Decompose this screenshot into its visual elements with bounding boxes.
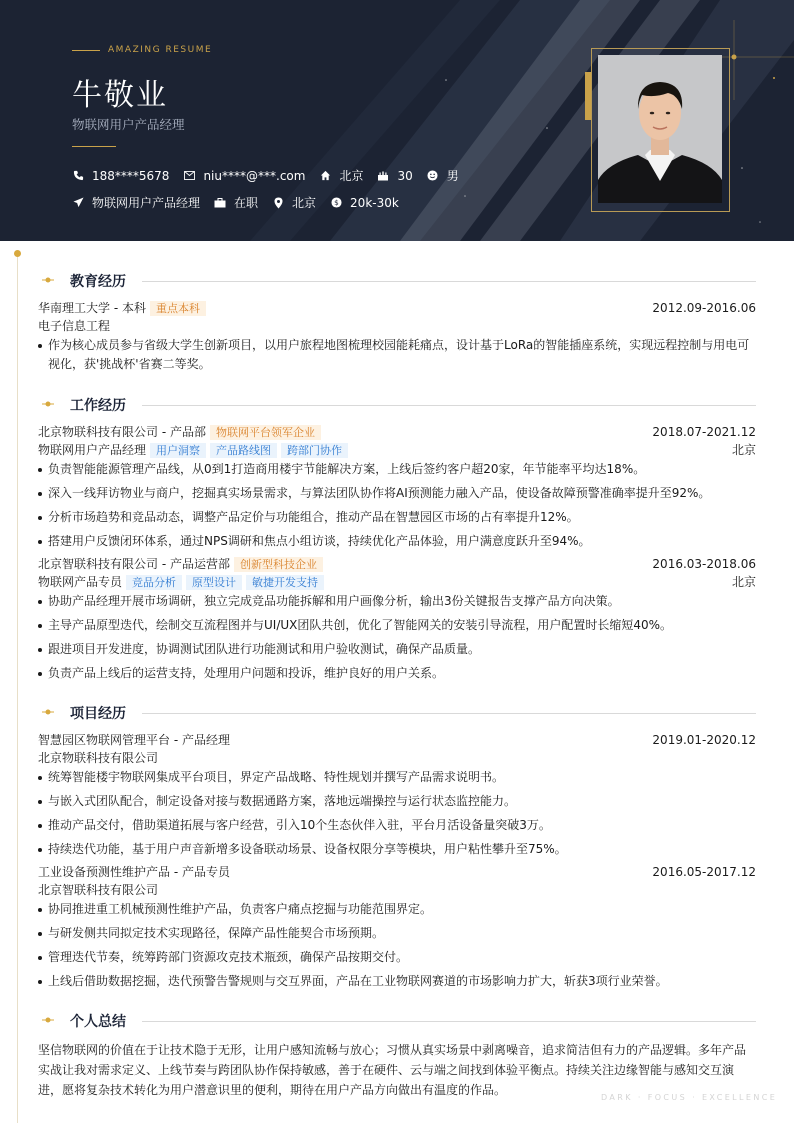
profile-photo bbox=[598, 55, 722, 203]
education-major: 电子信息工程 bbox=[38, 319, 111, 333]
work-company-tag: 创新型科技企业 bbox=[234, 557, 323, 572]
brand-line bbox=[72, 50, 100, 51]
work-location: 北京 bbox=[731, 443, 756, 457]
work-bullet: 负责产品上线后的运营支持，处理用户问题和投诉，维护良好的用户关系。 bbox=[38, 664, 760, 683]
city-text: 北京 bbox=[339, 169, 364, 183]
section-title: 工作经历 bbox=[70, 398, 126, 414]
section-marker-icon bbox=[42, 708, 54, 716]
location-pin-icon bbox=[272, 197, 284, 209]
send-icon bbox=[72, 197, 84, 209]
age-text: 30 bbox=[397, 168, 413, 183]
divider-line bbox=[72, 146, 116, 147]
section-rule bbox=[142, 405, 756, 406]
svg-text:$: $ bbox=[333, 198, 339, 208]
city-item bbox=[319, 167, 363, 184]
work-location: 北京 bbox=[731, 575, 756, 589]
school-name: 华南理工大学 - 本科 bbox=[38, 301, 146, 315]
education-date: 2012.09-2016.06 bbox=[652, 301, 756, 315]
work-2-title-row bbox=[38, 574, 756, 590]
section-marker-icon bbox=[42, 276, 54, 284]
candidate-name: 牛敬业 bbox=[72, 78, 168, 113]
project-company: 北京智联科技有限公司 bbox=[38, 883, 159, 897]
work-2-header bbox=[38, 556, 756, 572]
candidate-role: 物联网用户产品经理 bbox=[72, 117, 185, 132]
work-date: 2018.07-2021.12 bbox=[652, 425, 756, 439]
resume-header bbox=[0, 0, 794, 241]
section-title: 项目经历 bbox=[70, 706, 126, 722]
timeline-line bbox=[17, 257, 18, 1123]
project-bullet: 管理迭代节奏，统筹跨部门资源攻克技术瓶颈，确保产品按期交付。 bbox=[38, 948, 760, 967]
contact-row-2 bbox=[72, 194, 413, 211]
work-company: 北京物联科技有限公司 - 产品部 bbox=[38, 425, 206, 439]
skill-tag: 产品路线图 bbox=[210, 443, 277, 458]
project-date: 2016.05-2017.12 bbox=[652, 865, 756, 879]
brand-label: AMAZING RESUME bbox=[108, 45, 213, 55]
work-1-header bbox=[38, 424, 756, 440]
intent-text: 物联网用户产品经理 bbox=[92, 196, 201, 210]
section-summary bbox=[38, 1011, 756, 1031]
skill-tag: 敏捷开发支持 bbox=[246, 575, 324, 590]
project-date: 2019.01-2020.12 bbox=[652, 733, 756, 747]
project-bullet: 持续迭代功能，基于用户声音新增多设备联动场景、设备权限分享等模块，用户粘性攀升至75%。 bbox=[38, 840, 760, 859]
section-title: 个人总结 bbox=[70, 1014, 126, 1030]
work-bullet: 深入一线拜访物业与商户，挖掘真实场景需求，与算法团队协作将AI预测能力融入产品，使设备故障预警准确率提升至92%。 bbox=[38, 484, 760, 503]
section-work bbox=[38, 395, 756, 415]
skill-tag: 竞品分析 bbox=[126, 575, 182, 590]
home-icon bbox=[319, 170, 331, 182]
work-bullet: 负责智能能源管理产品线，从0到1打造商用楼宇节能解决方案，上线后签约客户超20家，年节能率平均达18%。 bbox=[38, 460, 760, 479]
education-header bbox=[38, 300, 756, 316]
section-education bbox=[38, 271, 756, 291]
phone-icon bbox=[72, 170, 84, 182]
briefcase-icon bbox=[214, 197, 226, 209]
age-item bbox=[377, 169, 412, 183]
mail-icon bbox=[183, 170, 195, 182]
target-city-item bbox=[272, 194, 316, 211]
project-bullet: 与嵌入式团队配合，制定设备对接与数据通路方案，落地远端操控与运行状态监控能力。 bbox=[38, 792, 760, 811]
skill-tag: 跨部门协作 bbox=[281, 443, 348, 458]
project-name: 智慧园区物联网管理平台 - 产品经理 bbox=[38, 733, 230, 747]
work-bullet: 主导产品原型迭代，绘制交互流程图并与UI/UX团队共创，优化了智能网关的安装引导流程，用户配置时长缩短40%。 bbox=[38, 616, 760, 635]
summary-text: 坚信物联网的价值在于让技术隐于无形，让用户感知流畅与放心；习惯从真实场景中剥离噪音，追求简洁但有力的产品逻辑。多年产品实战让我对需求定义、上线节奏与跨团队协作保持敏感，善于在硬件、云与端之间找到体验平衡点。持续关注边缘智能与感知交互演进，愿将复杂技术转化为用户潜意识里的便利，期待在用户产品方向做出有温度的作品。 bbox=[38, 1043, 747, 1097]
gender-item bbox=[427, 167, 459, 184]
footer-motto: DARK · FOCUS · EXCELLENCE bbox=[601, 1093, 778, 1102]
project-2-header bbox=[38, 864, 756, 880]
work-date: 2016.03-2018.06 bbox=[652, 557, 756, 571]
skill-tag: 用户洞察 bbox=[150, 443, 206, 458]
section-rule bbox=[142, 281, 756, 282]
section-rule bbox=[142, 713, 756, 714]
work-bullet: 跟进项目开发进度，协调测试团队进行功能测试和用户验收测试，确保产品质量。 bbox=[38, 640, 760, 659]
section-projects bbox=[38, 703, 756, 723]
section-marker-icon bbox=[42, 1016, 54, 1024]
status-text: 在职 bbox=[234, 196, 259, 210]
project-name: 工业设备预测性维护产品 - 产品专员 bbox=[38, 865, 230, 879]
salary-text: 20k-30k bbox=[350, 195, 399, 210]
gender-text: 男 bbox=[446, 169, 459, 183]
project-bullet: 与研发侧共同拟定技术实现路径，保障产品性能契合市场预期。 bbox=[38, 924, 760, 943]
email-text: niu****@***.com bbox=[203, 168, 306, 183]
work-bullet: 分析市场趋势和竞品动态，调整产品定价与功能组合，推动产品在智慧园区市场的占有率提升12%。 bbox=[38, 508, 760, 527]
contact-row-1 bbox=[72, 167, 473, 184]
work-title: 物联网用户产品经理 bbox=[38, 443, 147, 457]
status-item bbox=[214, 194, 258, 211]
work-title: 物联网产品专员 bbox=[38, 575, 123, 589]
education-bullet: 作为核心成员参与省级大学生创新项目，以用户旅程地图梳理校园能耗痛点，设计基于LoRa的智能插座系统，实现远程控制与用电可视化，获'挑战杯'省赛二等奖。 bbox=[38, 336, 760, 374]
target-city-text: 北京 bbox=[292, 196, 317, 210]
project-bullet: 统筹智能楼宇物联网集成平台项目，界定产品战略、特性规划并撰写产品需求说明书。 bbox=[38, 768, 760, 787]
project-company: 北京物联科技有限公司 bbox=[38, 751, 159, 765]
cake-icon bbox=[377, 170, 389, 182]
work-company-tag: 物联网平台领军企业 bbox=[210, 425, 321, 440]
project-bullet: 协同推进重工机械预测性维护产品，负责客户痛点挖掘与功能范围界定。 bbox=[38, 900, 760, 919]
phone-text: 188****5678 bbox=[92, 168, 170, 183]
timeline-dot bbox=[14, 250, 21, 257]
email-item bbox=[183, 169, 305, 183]
smile-icon bbox=[427, 170, 439, 182]
project-bullet: 上线后借助数据挖掘，迭代预警告警规则与交互界面，产品在工业物联网赛道的市场影响力扩大，斩获3项行业荣誉。 bbox=[38, 972, 760, 991]
phone-item bbox=[72, 169, 169, 183]
project-1-header bbox=[38, 732, 756, 748]
salary-icon bbox=[330, 197, 342, 209]
work-1-title-row bbox=[38, 442, 756, 458]
work-bullet: 搭建用户反馈闭环体系，通过NPS调研和焦点小组访谈，持续优化产品体验，用户满意度跃升至94%。 bbox=[38, 532, 760, 551]
school-tag: 重点本科 bbox=[150, 301, 206, 316]
intent-item bbox=[72, 194, 200, 211]
skill-tag: 原型设计 bbox=[186, 575, 242, 590]
salary-item bbox=[330, 196, 399, 210]
section-title: 教育经历 bbox=[70, 274, 126, 290]
work-bullet: 协助产品经理开展市场调研，独立完成竞品功能拆解和用户画像分析，输出3份关键报告支撑产品方向决策。 bbox=[38, 592, 760, 611]
section-rule bbox=[142, 1021, 756, 1022]
project-bullet: 推动产品交付，借助渠道拓展与客户经营，引入10个生态伙伴入驻，平台月活设备量突破3万。 bbox=[38, 816, 760, 835]
work-company: 北京智联科技有限公司 - 产品运营部 bbox=[38, 557, 230, 571]
section-marker-icon bbox=[42, 400, 54, 408]
